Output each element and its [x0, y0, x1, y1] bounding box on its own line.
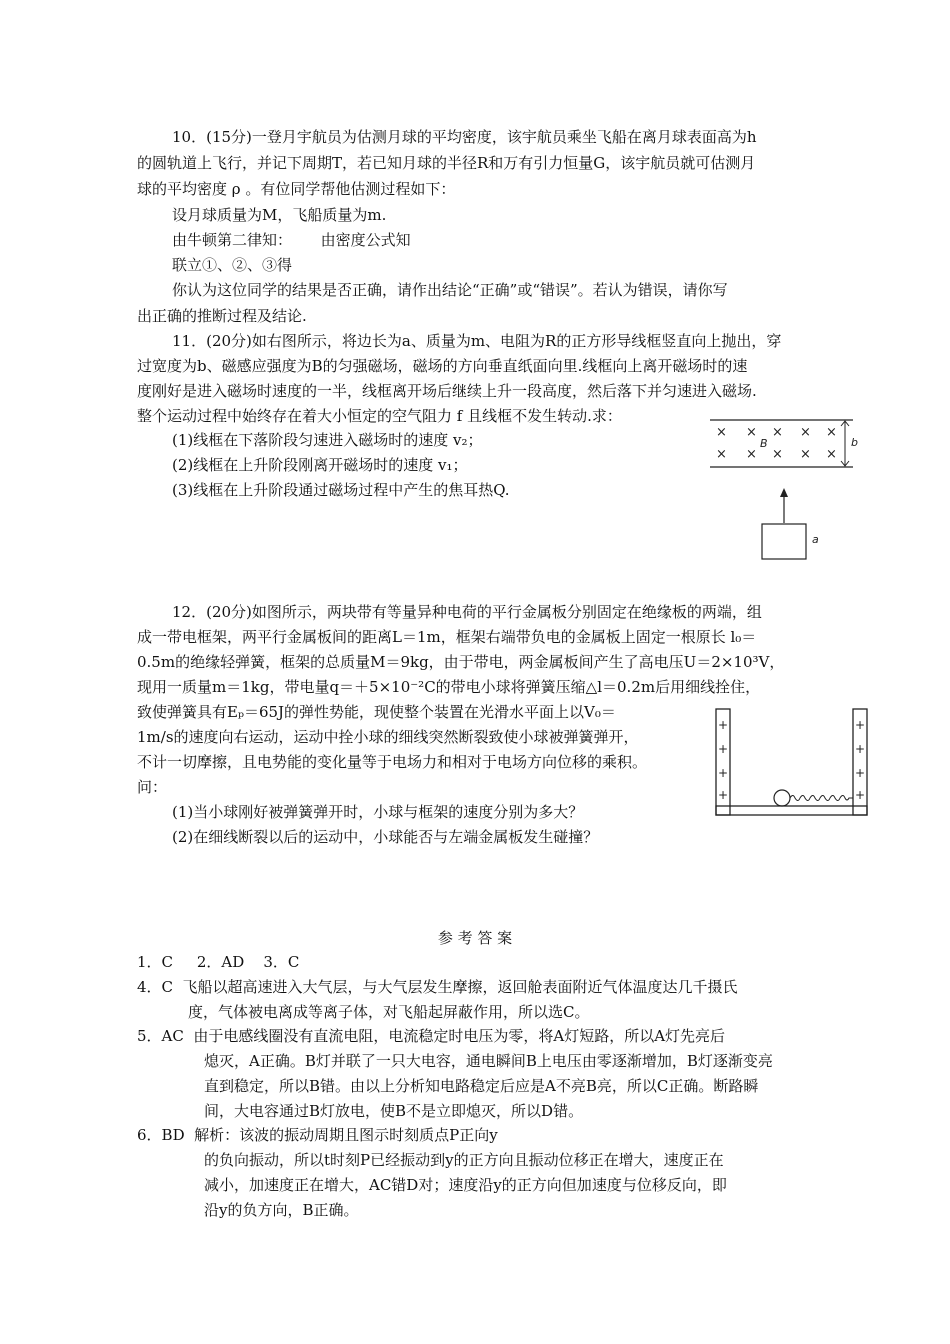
answer-line-6: 直到稳定，所以B错。由以上分析知电路稳定后应是A不亮B亮，所以C正确。断路瞬 — [204, 1077, 759, 1095]
plus-sign: + — [717, 788, 729, 802]
q12-line-1: 12．(20分)如图所示，两块带有等量异种电荷的平行金属板分别固定在绝缘板的两端，组 — [172, 603, 762, 621]
q10-line-4: 设月球质量为M，飞船质量为m. — [172, 206, 387, 224]
spring — [790, 796, 853, 801]
q11-line-6: (2)线框在上升阶段刚离开磁场时的速度 v₁； — [172, 456, 468, 474]
q10-line-6: 联立①、②、③得 — [172, 256, 293, 274]
q11-line-3: 度刚好是进入磁场时速度的一半，线框离开场后继续上升一段高度，然后落下并匀速进入磁场. — [137, 382, 757, 400]
charged-ball — [774, 790, 790, 806]
q12-line-5: 致使弹簧具有Eₚ＝65J的弹性势能，现使整个装置在光滑水平面上以V₀＝ — [137, 703, 616, 721]
cross-mark: × — [826, 447, 837, 462]
answer-line-9: 的负向振动，所以t时刻P已经振动到y的正方向且振动位移正在增大，速度正在 — [204, 1151, 724, 1169]
cross-mark: × — [716, 447, 727, 462]
q10-line-2: 的圆轨道上飞行，并记下周期T，若已知月球的半径R和万有引力恒量G，该宇航员就可估测月 — [137, 154, 756, 172]
cross-mark: × — [826, 425, 837, 440]
field-label: B — [760, 437, 768, 450]
charged-frame-figure — [712, 705, 872, 823]
cross-mark: × — [716, 425, 727, 440]
cross-mark: × — [746, 447, 757, 462]
plus-sign: + — [717, 742, 729, 756]
q11-line-5: (1)线框在下落阶段匀速进入磁场时的速度 v₂； — [172, 431, 483, 449]
answer-line-2: 4．C 飞船以超高速进入大气层，与大气层发生摩擦，返回舱表面附近气体温度达几千摄氏 — [137, 978, 738, 996]
answer-line-8: 6．BD 解析：该波的振动周期且图示时刻质点P正向y — [137, 1126, 498, 1144]
cross-mark: × — [800, 425, 811, 440]
q11-line-4: 整个运动过程中始终存在着大小恒定的空气阻力 f 且线框不发生转动.求： — [137, 407, 622, 425]
q12-line-6: 1m/s的速度向右运动，运动中拴小球的细线突然断裂致使小球被弹簧弹开， — [137, 728, 639, 746]
q12-line-3: 0.5m的绝缘轻弹簧，框架的总质量M＝9kg，由于带电，两金属板间产生了高电压U＝2×10³V， — [137, 653, 785, 671]
width-label: b — [851, 436, 858, 449]
answers-title: 参 考 答 案 — [437, 929, 513, 947]
q11-line-2: 过宽度为b、磁感应强度为B的匀强磁场，磁场的方向垂直纸面向里.线框向上离开磁场时的速 — [137, 357, 748, 375]
q10-line-3: 球的平均密度 ρ 。有位同学帮他估测过程如下： — [137, 180, 456, 198]
plus-sign: + — [854, 718, 866, 732]
q11-line-7: (3)线框在上升阶段通过磁场过程中产生的焦耳热Q. — [172, 481, 510, 499]
cross-mark: × — [772, 425, 783, 440]
insulating-board — [716, 806, 867, 815]
q12-line-8: 问： — [137, 778, 168, 796]
q12-line-2: 成一带电框架，两平行金属板间的距离L＝1m，框架右端带负电的金属板上固定一根原长 l₀＝ — [137, 628, 757, 646]
q10-line-8: 出正确的推断过程及结论. — [137, 307, 307, 325]
wire-frame — [762, 524, 806, 559]
q10-line-1: 10．(15分)一登月宇航员为估测月球的平均密度，该宇航员乘坐飞船在离月球表面高为h — [172, 128, 757, 146]
q11-line-1: 11．(20分)如右图所示，将边长为a、质量为m、电阻为R的正方形导线框竖直向上抛出，穿 — [172, 332, 782, 350]
plus-sign: + — [854, 788, 866, 802]
answer-line-1: 1．C 2．AD 3．C — [137, 953, 300, 971]
answer-line-5: 熄灭，A正确。B灯并联了一只大电容，通电瞬间B上电压由零逐渐增加，B灯逐渐变亮 — [204, 1052, 773, 1070]
answer-line-7: 间，大电容通过B灯放电，使B不是立即熄灭，所以D错。 — [204, 1102, 584, 1120]
answer-line-10: 减小，加速度正在增大，AC错D对；速度沿y的正方向但加速度与位移反向，即 — [204, 1176, 727, 1194]
cross-mark: × — [800, 447, 811, 462]
plus-sign: + — [717, 718, 729, 732]
q12-line-10: (2)在细线断裂以后的运动中，小球能否与左端金属板发生碰撞？ — [172, 828, 599, 846]
q12-line-4: 现用一质量m＝1kg，带电量q＝＋5×10⁻²C的带电小球将弹簧压缩△l＝0.2m后用细线拴住， — [137, 678, 761, 696]
cross-mark: × — [772, 447, 783, 462]
answer-line-4: 5．AC 由于电感线圈没有直流电阻，电流稳定时电压为零，将A灯短路，所以A灯先亮后 — [137, 1027, 726, 1045]
side-label: a — [812, 533, 819, 546]
answer-line-11: 沿y的负方向，B正确。 — [204, 1201, 359, 1219]
q10-line-5: 由牛顿第二律知： 由密度公式知 — [172, 231, 411, 249]
plus-sign: + — [854, 766, 866, 780]
q12-line-9: (1)当小球刚好被弹簧弹开时，小球与框架的速度分别为多大？ — [172, 803, 584, 821]
plus-sign: + — [717, 766, 729, 780]
cross-mark: × — [746, 425, 757, 440]
q12-line-7: 不计一切摩擦，且电势能的变化量等于电场力和相对于电场方向位移的乘积。 — [137, 753, 648, 771]
plus-sign: + — [854, 742, 866, 756]
magnetic-field-figure — [708, 415, 868, 565]
answer-line-3: 度，气体被电离成等离子体，对飞船起屏蔽作用，所以选C。 — [188, 1003, 590, 1021]
q10-line-7: 你认为这位同学的结果是否正确，请作出结论“正确”或“错误”。若认为错误，请你写 — [172, 281, 728, 299]
